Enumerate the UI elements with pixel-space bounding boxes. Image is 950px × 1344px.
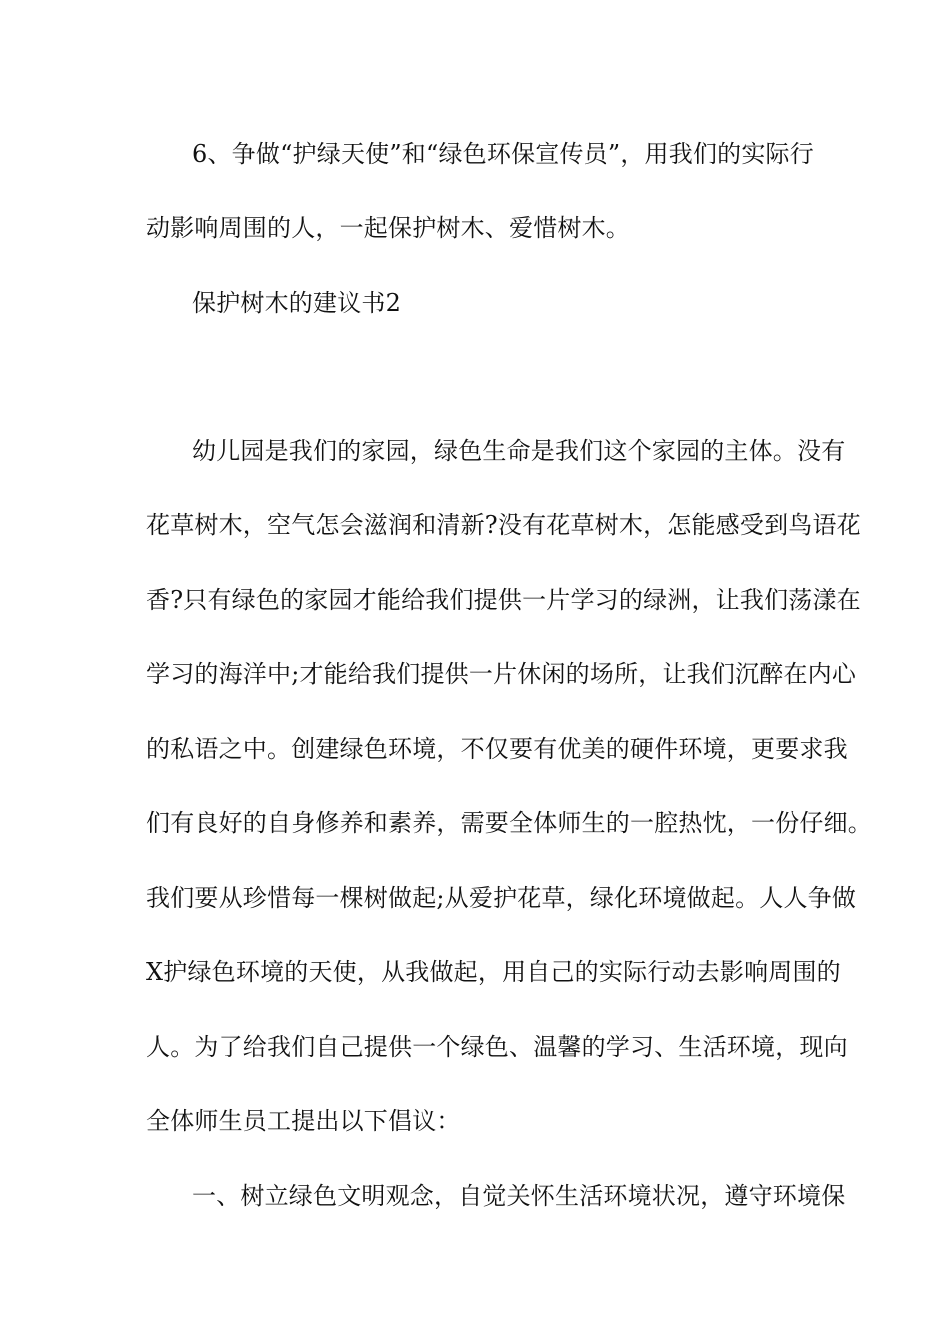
text-line: 幼儿园是我们的家园，绿色生命是我们这个家园的主体。没有 <box>192 437 846 465</box>
text-line: 花草树木，空气怎会滋润和清新?没有花草树木，怎能感受到鸟语花 <box>146 511 861 539</box>
text-line: 全体师生员工提出以下倡议： <box>146 1107 461 1135</box>
text-line: 动影响周围的人，一起保护树木、爱惜树木。 <box>146 214 630 242</box>
section-heading: 保护树木的建议书2 <box>192 289 402 317</box>
text-line: 一、树立绿色文明观念，自觉关怀生活环境状况，遵守环境保 <box>192 1182 846 1210</box>
text-line: X护绿色环境的天使，从我做起，用自己的实际行动去影响周围的 <box>146 958 841 986</box>
text-line: 们有良好的自身修养和素养，需要全体师生的一腔热忱，一份仔细。 <box>146 809 872 837</box>
text-line: 我们要从珍惜每一棵树做起;从爱护花草，绿化环境做起。人人争做 <box>146 884 857 912</box>
text-line: 学习的海洋中;才能给我们提供一片休闲的场所，让我们沉醉在内心 <box>146 660 857 688</box>
text-line: 人。为了给我们自己提供一个绿色、温馨的学习、生活环境，现向 <box>146 1033 848 1061</box>
text-line: 的私语之中。创建绿色环境，不仅要有优美的硬件环境，更要求我 <box>146 735 848 763</box>
text-line: 6、争做“护绿天使”和“绿色环保宣传员”，用我们的实际行 <box>192 140 814 168</box>
text-line: 香?只有绿色的家园才能给我们提供一片学习的绿洲，让我们荡漾在 <box>146 586 861 614</box>
